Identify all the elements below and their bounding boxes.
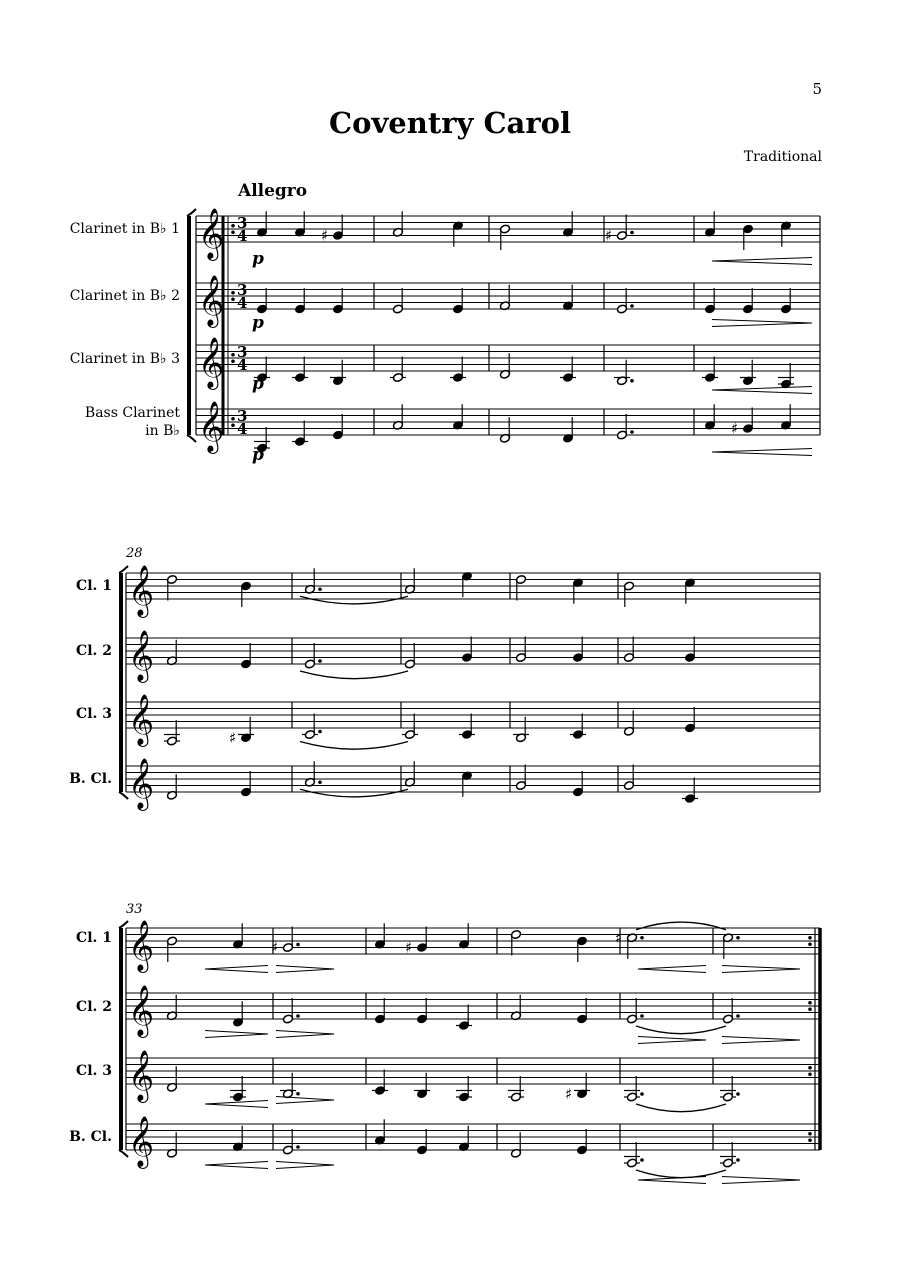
repeat-dot [808, 936, 812, 940]
system-bracket [187, 209, 196, 216]
instrument-label-clarinet-2: Clarinet in B♭ 2 [69, 288, 180, 304]
augmentation-dot [630, 231, 634, 235]
augmentation-dot [736, 1092, 740, 1096]
treble-clef-icon: 𝄞 [198, 401, 225, 452]
augmentation-dot [736, 1158, 740, 1162]
repeat-dot [808, 942, 812, 946]
sharp-icon: ♯ [615, 928, 623, 947]
treble-clef-icon: 𝄞 [128, 758, 155, 809]
decrescendo-hairpin [276, 1162, 334, 1169]
repeat-dot [231, 297, 235, 301]
tie [636, 1104, 726, 1112]
augmentation-dot [640, 1158, 644, 1162]
time-signature-top: 3 [237, 281, 248, 299]
repeat-dot [808, 1072, 812, 1076]
time-signature-top: 3 [237, 407, 248, 425]
tempo-marking: Allegro [238, 181, 308, 201]
decrescendo-hairpin [722, 966, 800, 973]
augmentation-dot [736, 1014, 740, 1018]
short-label-cl3: Cl. 3 [76, 706, 112, 722]
dynamic-piano: p [252, 445, 264, 465]
repeat-dot [231, 353, 235, 357]
sharp-icon: ♯ [731, 419, 739, 438]
short-label-cl1: Cl. 1 [76, 578, 112, 594]
repeat-dot [808, 1132, 812, 1136]
treble-clef-icon: 𝄞 [198, 337, 225, 388]
system-bracket [187, 435, 196, 442]
augmentation-dot [296, 1014, 300, 1018]
system-bracket [119, 792, 128, 799]
short-label-cl3: Cl. 3 [76, 1063, 112, 1079]
repeat-dot [231, 291, 235, 295]
augmentation-dot [296, 943, 300, 947]
instrument-label-clarinet-1: Clarinet in B♭ 1 [69, 221, 180, 237]
measure-number: 28 [126, 546, 143, 561]
crescendo-hairpin [205, 1101, 268, 1108]
augmentation-dot [630, 430, 634, 434]
crescendo-hairpin [712, 258, 812, 265]
instrument-label-clarinet-3: Clarinet in B♭ 3 [69, 351, 180, 367]
sharp-icon: ♯ [405, 938, 413, 957]
repeat-dot [231, 423, 235, 427]
crescendo-hairpin [205, 1162, 268, 1169]
dynamic-piano: p [252, 249, 264, 269]
augmentation-dot [630, 379, 634, 383]
dynamic-piano: p [252, 313, 264, 333]
tie [300, 596, 408, 604]
bass-label-line-2: in B♭ [145, 423, 180, 439]
time-signature-top: 3 [237, 343, 248, 361]
crescendo-hairpin [638, 966, 706, 973]
crescendo-hairpin [205, 966, 268, 973]
augmentation-dot [640, 936, 644, 940]
repeat-dot [231, 417, 235, 421]
decrescendo-hairpin [722, 1037, 800, 1044]
augmentation-dot [630, 304, 634, 308]
augmentation-dot [640, 1092, 644, 1096]
repeat-dot [231, 359, 235, 363]
time-signature-bottom: 4 [237, 420, 248, 438]
decrescendo-hairpin [722, 1177, 800, 1184]
augmentation-dot [296, 1145, 300, 1149]
decrescendo-hairpin [712, 320, 812, 327]
dynamic-piano: p [252, 374, 264, 394]
short-label-cl2: Cl. 2 [76, 999, 112, 1015]
bass-label-line-1: Bass Clarinet [84, 405, 180, 421]
composer: Traditional [743, 149, 822, 165]
treble-clef-icon: 𝄞 [128, 920, 155, 971]
measure-number: 33 [126, 902, 143, 917]
time-signature-bottom: 4 [237, 294, 248, 312]
piece-title: Coventry Carol [329, 106, 571, 140]
repeat-dot [231, 224, 235, 228]
repeat-dot [808, 1066, 812, 1070]
treble-clef-icon: 𝄞 [128, 694, 155, 745]
repeat-dot [808, 1001, 812, 1005]
decrescendo-hairpin [638, 1037, 706, 1044]
augmentation-dot [296, 1092, 300, 1096]
treble-clef-icon: 𝄞 [128, 565, 155, 616]
sharp-icon: ♯ [565, 1084, 573, 1103]
augmentation-dot [318, 730, 322, 734]
decrescendo-hairpin [276, 966, 334, 973]
decrescendo-hairpin [205, 1031, 268, 1038]
system-bracket [119, 921, 128, 928]
treble-clef-icon: 𝄞 [198, 275, 225, 326]
time-signature-bottom: 4 [237, 227, 248, 245]
tie [300, 742, 408, 750]
tie [636, 1026, 726, 1034]
decrescendo-hairpin [276, 1031, 334, 1038]
tie [300, 789, 408, 797]
sharp-icon: ♯ [229, 728, 237, 747]
system-bracket [119, 566, 128, 573]
tie [636, 1170, 726, 1178]
sharp-icon: ♯ [605, 226, 613, 245]
short-label-cl2: Cl. 2 [76, 643, 112, 659]
crescendo-hairpin [712, 387, 812, 394]
time-signature-bottom: 4 [237, 356, 248, 374]
treble-clef-icon: 𝄞 [128, 630, 155, 681]
treble-clef-icon: 𝄞 [128, 1116, 155, 1167]
time-signature-top: 3 [237, 214, 248, 232]
short-label-bcl: B. Cl. [69, 1129, 112, 1145]
treble-clef-icon: 𝄞 [128, 1050, 155, 1101]
repeat-dot [808, 1007, 812, 1011]
repeat-dot [808, 1138, 812, 1142]
treble-clef-icon: 𝄞 [198, 208, 225, 259]
augmentation-dot [318, 587, 322, 591]
repeat-dot [231, 230, 235, 234]
page-number: 5 [812, 80, 822, 98]
tie [300, 671, 408, 679]
crescendo-hairpin [712, 449, 812, 456]
augmentation-dot [318, 780, 322, 784]
sharp-icon: ♯ [271, 938, 279, 957]
augmentation-dot [736, 936, 740, 940]
augmentation-dot [640, 1014, 644, 1018]
short-label-bcl: B. Cl. [69, 771, 112, 787]
treble-clef-icon: 𝄞 [128, 985, 155, 1036]
augmentation-dot [318, 659, 322, 663]
sharp-icon: ♯ [321, 226, 329, 245]
short-label-cl1: Cl. 1 [76, 930, 112, 946]
system-bracket [119, 1150, 128, 1157]
